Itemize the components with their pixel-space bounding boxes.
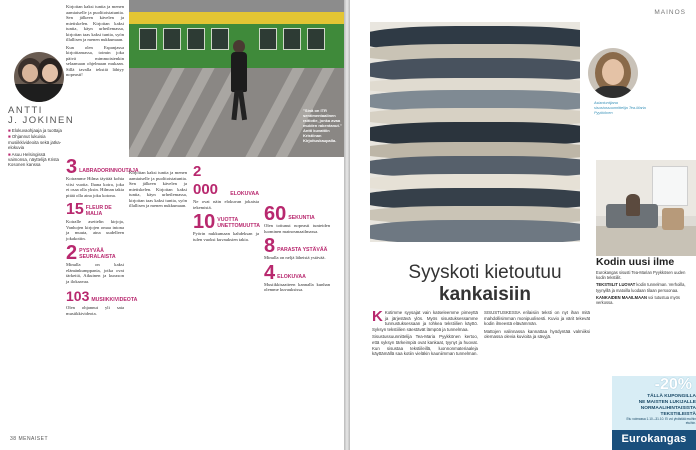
item-text: Minulla on kaksi elämänkumppania, jotka ovat tärkeitä, Aikuinen ja kuraxon ja ilokaavaa. bbox=[66, 262, 124, 284]
sidebar-heading: KANKAIDEN MAAILMAAN bbox=[596, 294, 647, 300]
body-text: Kirjoitan kaksi tuntia ja menen aamiaiselle ja puolitoistatuntia. Sen jälkeen kävelen ja mietiskelen. Kirjoitan kaksi tuntia, käyn urheilemassa, kirjoitan taas kaksi tuntia, syön illallisen ja menen nukkumaan. bbox=[129, 170, 187, 208]
article-paragraph: Sisustussuunnittelija Tea-Maria Pyykkönen kertoo, että syksyn tärkeimpiä ovat kankaat, tyynyt ja huovat. Kun sisustaa tekstiileillä, luonnonmateriaaleja käyttämällä saa kotiin vieläkin kauniimman tunnelman. bbox=[372, 334, 478, 357]
intro-paragraph: Kirjoitan kaksi tuntia ja menen aamiaiselle ja puolitoistatuntia. Sen jälkeen kävelen ja mietiskelen. Kirjoitan kaksi tuntia, käyn urheilemassa, kirjoitan taas kaksi tuntia, syön illallisen ja menen nukkumaan. bbox=[66, 4, 124, 42]
item-text: Koiralle asettelin kirjoja, Vanhojen kirjojen omaa intona ja muuta, aina uudelleen jokakotiin. bbox=[66, 219, 124, 241]
numbered-item bbox=[193, 213, 259, 242]
article-paragraph: SISUSTUSKESSA erilaisiin teksti on nyt ihan mitä mahdollisimman monipuolisesti. Kuvio ja värit tekevät kodin ilmeestä elävämmän. bbox=[484, 310, 590, 327]
item-number: 10 bbox=[193, 211, 216, 233]
bullet-item: ■ Elokuvaohjaaja ja tuottaja bbox=[8, 128, 64, 133]
bullet-item: ■ Ohjannut lukuisia musiikkivideoita sekä jatka-elokuvia bbox=[8, 134, 64, 150]
numbered-item bbox=[66, 244, 124, 284]
author-first-name: ANTTI bbox=[8, 105, 43, 116]
article-paragraph: K Kotimme syysajat vain katseleemme pimeyttä ja järjestävä ylös. Myös sisustuksessamme tunnustuksessaan ja rohkea tekstiilien käyttö. Syksyn tekstiilien säestävät lämpöä ja tunnelmaa. bbox=[372, 308, 478, 332]
tram-street-photo bbox=[129, 0, 344, 157]
item-text: Koiramme Hilma täyttää kohta viisi vuotta. Ihana koira, joka ei osaa olla yksin. Hilman takia pitää olla aina joku kotona. bbox=[66, 176, 124, 198]
discount-coupon bbox=[612, 376, 696, 430]
brand-logo-bar bbox=[612, 430, 696, 450]
brand-logo: Eurokangas bbox=[621, 433, 687, 445]
item-text: Minulla on neljä läheistä ystävää. bbox=[264, 255, 326, 260]
consultant-photo bbox=[588, 48, 638, 98]
left-page bbox=[0, 0, 344, 450]
author-byline bbox=[8, 106, 74, 126]
headline-line-2: kankaisiin bbox=[439, 284, 531, 305]
photo-caption: "Sinä on ITR sentimentaalinen raitiotie, jonka avaa muiden rakentanut." Antti kuvattiin Kristiinan Kirjoituskaupalla. bbox=[303, 108, 342, 143]
item-text: Musiikkisaatteen kannalla kunhan olemme kuvauksissa. bbox=[264, 281, 330, 292]
article-headline bbox=[380, 262, 590, 306]
numbered-item bbox=[193, 163, 259, 210]
item-title: SEKUNTIA bbox=[288, 215, 315, 221]
author-last-name: J. JOKINEN bbox=[8, 115, 75, 126]
living-room-photo bbox=[596, 160, 696, 256]
numbered-item bbox=[66, 156, 139, 198]
numbers-column-1 bbox=[66, 156, 139, 319]
consultant-caption: Asiantuntijana sisustussuunnittelija Tea-Maria Pyykkönen bbox=[594, 101, 646, 115]
numbered-item bbox=[264, 205, 330, 234]
sidebar-text bbox=[596, 270, 692, 307]
page-folio: 38 MENAISET bbox=[10, 436, 49, 442]
sidebar-intro: Eurokangas sisusti Tea-Marian Pyykkösen uuden kodin tekstiilit. bbox=[596, 270, 686, 281]
item-text: Olen ohjannut yli sata musiikkivideota. bbox=[66, 305, 124, 316]
sidebar-heading: TEKSTIILIT LUOVAT bbox=[596, 282, 636, 288]
coupon-line: TÄLLÄ KUPONGILLA bbox=[647, 394, 696, 399]
author-photo bbox=[14, 52, 64, 102]
numbers-column-2 bbox=[193, 163, 259, 245]
item-number: 2 bbox=[66, 242, 78, 264]
item-title: ELOKUVAA bbox=[230, 191, 259, 197]
numbered-item bbox=[66, 287, 138, 316]
item-number: 103 bbox=[66, 288, 90, 304]
coupon-line: TEKSTIILEISTÄ bbox=[660, 412, 696, 417]
numbered-item bbox=[264, 261, 330, 293]
item-text: Pyörin nukkumaan kahdeksan ja tulen vuoksi kuvauksien takia. bbox=[193, 231, 259, 242]
advertisement-label: MAINOS bbox=[654, 9, 686, 16]
article-paragraph: Mattojen valinnassa kannattaa hyödyntää valmiiksi olemassa olevia kuvioita ja sävyjä. bbox=[484, 328, 590, 340]
item-number: 3 bbox=[66, 156, 78, 178]
item-title: FLEUR DE MALIA bbox=[85, 205, 112, 217]
headline-line-1: Syyskoti kietoutuu bbox=[408, 262, 562, 283]
item-number: 4 bbox=[264, 261, 276, 284]
sidebar-paragraph: KANKAIDEN MAAILMAAN voi tutustua myös verkossa. bbox=[596, 294, 680, 306]
coupon-note: Etu voimassa 1.10.–31.10. Ei voi yhdistää muihin etuihin. bbox=[626, 417, 696, 425]
intro-column bbox=[66, 4, 124, 80]
item-title: MUSIIKKIVIDEOTA bbox=[91, 297, 138, 303]
coupon-line: NE MAISTEN LUKIJALLE bbox=[638, 400, 696, 405]
text-column bbox=[129, 170, 187, 209]
sidebar-title: Kodin uusi ilme bbox=[596, 256, 675, 268]
coupon-line: NORMAALIHINTAISISTA bbox=[640, 406, 696, 411]
bullet-item: ■ Asuu Helsingissä vaimonsa, näyttelijä Krista Kosonen kanssa bbox=[8, 152, 64, 168]
numbers-column-3 bbox=[264, 205, 330, 296]
right-page bbox=[350, 0, 696, 450]
sidebar-paragraph: TEKSTIILIT LUOVAT kodin tunnelman. Verhoilla, tyynyillä ja matoilla luodaan tilaan persoonaa. bbox=[596, 282, 686, 293]
numbered-item bbox=[264, 237, 330, 261]
item-text: Olen tottunut nopeasti tunteiden luominen mainosmaailmassa. bbox=[264, 223, 330, 234]
numbered-item bbox=[66, 201, 124, 241]
article-column-1 bbox=[372, 310, 478, 359]
item-number: 15 bbox=[66, 201, 84, 218]
item-title: VUOTTA UNETTOMUUTTA bbox=[217, 217, 260, 229]
item-title: PARASTA YSTÄVÄÄ bbox=[277, 247, 328, 253]
textile-rug-image bbox=[370, 22, 580, 242]
intro-paragraph: Kun olen Espanjassa kirjoittamassa, toimin joka päivä mimmoistenkin selaamaan ohjelmaan mukaan. Sillä tavalla tekstiä lähtyy nopeasti! bbox=[66, 44, 124, 77]
item-title: LABRADORINNOUTAJA bbox=[79, 168, 139, 174]
item-number: 60 bbox=[264, 203, 287, 225]
drop-cap: K bbox=[372, 308, 383, 325]
article-column-2 bbox=[484, 310, 590, 342]
author-bullets bbox=[8, 128, 64, 169]
item-text: Ne ovat näin elokuvan jokaista tekemistä. bbox=[193, 199, 259, 210]
item-number: 8 bbox=[264, 235, 276, 257]
item-title: ELOKUVAA bbox=[277, 273, 306, 280]
discount-percent: -20% bbox=[654, 376, 692, 393]
item-number: 2 000 bbox=[193, 163, 219, 198]
item-title: PYSYVÄÄ SEURALAISTA bbox=[79, 248, 116, 260]
